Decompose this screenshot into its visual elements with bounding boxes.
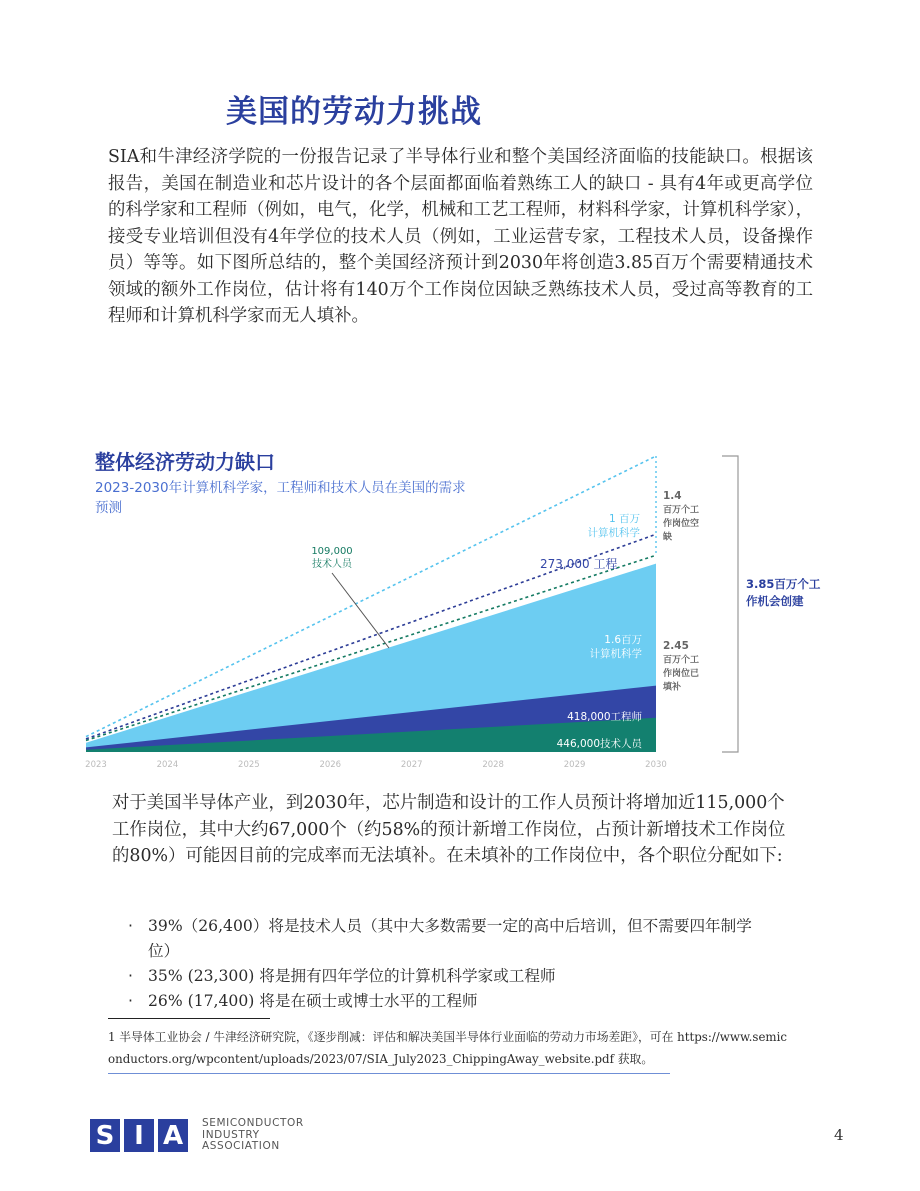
chart-subtitle: 2023-2030年计算机科学家，工程师和技术人员在美国的需求预测: [95, 480, 466, 516]
page-title: 美国的劳动力挑战: [226, 94, 482, 130]
bullet-dot: ·: [128, 917, 133, 935]
cs-gap-label: 1 百万: [608, 513, 640, 525]
chart-title: 整体经济劳动力缺口: [95, 450, 275, 474]
sia-logo: [90, 1119, 304, 1152]
list-item: [128, 914, 768, 964]
list-item-text: 26% (17,400) 将是在硕士或博士水平的工程师: [148, 992, 478, 1010]
x-tick-label: 2026: [319, 760, 342, 770]
logo-line: INDUSTRY: [202, 1128, 260, 1141]
list-item: [128, 964, 768, 989]
tech-filled-label: 446,000技术人员: [556, 738, 642, 750]
x-tick-label: 2029: [563, 760, 586, 770]
eng-filled-label: 418,000工程师: [567, 711, 642, 723]
cs-gap-label: 计算机科学: [587, 527, 640, 539]
logo-letter-i: I: [124, 1119, 154, 1152]
list-item: [128, 989, 768, 1014]
logo-line: SEMICONDUCTOR: [202, 1117, 304, 1130]
total-bracket: [722, 456, 738, 752]
workforce-gap-chart: [0, 440, 920, 780]
page-number: 4: [834, 1126, 844, 1144]
total-jobs-label: 3.85百万个工: [746, 577, 821, 591]
cs-filled-label: 1.6百万: [604, 634, 642, 646]
footnote: 1 半导体工业协会 / 牛津经济研究院，《逐步削减：评估和解决美国半导体行业面临的劳动力市场差距》，可在 https://www.semiconductors.org/wpcontent/uploads/2023/07/SIA_July2023_ChippingAway_website.pdf 获取。: [108, 1030, 787, 1066]
x-tick-label: 2024: [156, 760, 179, 770]
intro-paragraph: SIA和牛津经济学院的一份报告记录了半导体行业和整个美国经济面临的技能缺口。根据该报告，美国在制造业和芯片设计的各个层面都面临着熟练工人的缺口 - 具有4年或更高学位的科学家和工程师（例如，电气，化学，机械和工艺工程师，材料科学家，计算机科学家），接受专业培训但没有4年学位的技术人员（例如，工业运营专家，工程技术人员，设备操作员）等等。如下图所总结的，整个美国经济预计到2030年将创造3.85百万个需要精通技术领域的额外工作岗位，估计将有140万个工作岗位因缺乏熟练技术人员，受过高等教育的工程师和计算机科学家而无人填补。: [108, 147, 813, 326]
total-jobs-label: 作机会创建: [746, 594, 804, 608]
cs-filled-label: 计算机科学: [589, 648, 642, 660]
allocation-list: [128, 914, 768, 1014]
semiconductor-paragraph: 对于美国半导体产业，到2030年，芯片制造和设计的工作人员预计将增加近115,000个工作岗位，其中大约67,000个（约58%的预计新增工作岗位，占预计新增技术工作岗位的80%）可能因目前的完成率而无法填补。在未填补的工作岗位中，各个职位分配如下:: [112, 793, 786, 866]
filled-jobs-label: 百万个工: [663, 655, 700, 666]
x-tick-label: 2027: [400, 760, 423, 770]
filled-jobs-label: 填补: [663, 682, 682, 693]
logo-wordmark: [202, 1118, 304, 1153]
logo-letter-s: S: [90, 1119, 120, 1152]
filled-jobs-label: 2.45: [663, 640, 689, 652]
list-item-text: 35% (23,300) 将是拥有四年学位的计算机科学家或工程师: [148, 967, 556, 985]
techs-gap-label: 109,000: [311, 546, 353, 557]
logo-letter-a: A: [158, 1119, 188, 1152]
footnote-divider: [108, 1018, 270, 1019]
techs-gap-label: 技术人员: [312, 559, 352, 570]
logo-line: ASSOCIATION: [202, 1140, 280, 1153]
unfilled-jobs-label: 百万个工: [663, 505, 700, 516]
unfilled-jobs-label: 1.4: [663, 490, 682, 502]
x-tick-label: 2023: [85, 760, 107, 770]
x-tick-label: 2028: [482, 760, 504, 770]
footer-divider: [108, 1073, 670, 1074]
unfilled-jobs-label: 作岗位空: [663, 519, 700, 529]
bullet-dot: ·: [128, 992, 133, 1010]
x-tick-label: 2030: [645, 760, 667, 770]
list-item-text: 39%（26,400）将是技术人员（其中大多数需要一定的高中后培训，但不需要四年制学位）: [148, 917, 752, 960]
bullet-dot: ·: [128, 967, 133, 985]
unfilled-jobs-label: 缺: [663, 532, 673, 543]
x-tick-label: 2025: [238, 760, 260, 770]
filled-jobs-label: 作岗位已: [663, 669, 700, 679]
eng-gap-label: 273,000 工程: [540, 557, 618, 571]
